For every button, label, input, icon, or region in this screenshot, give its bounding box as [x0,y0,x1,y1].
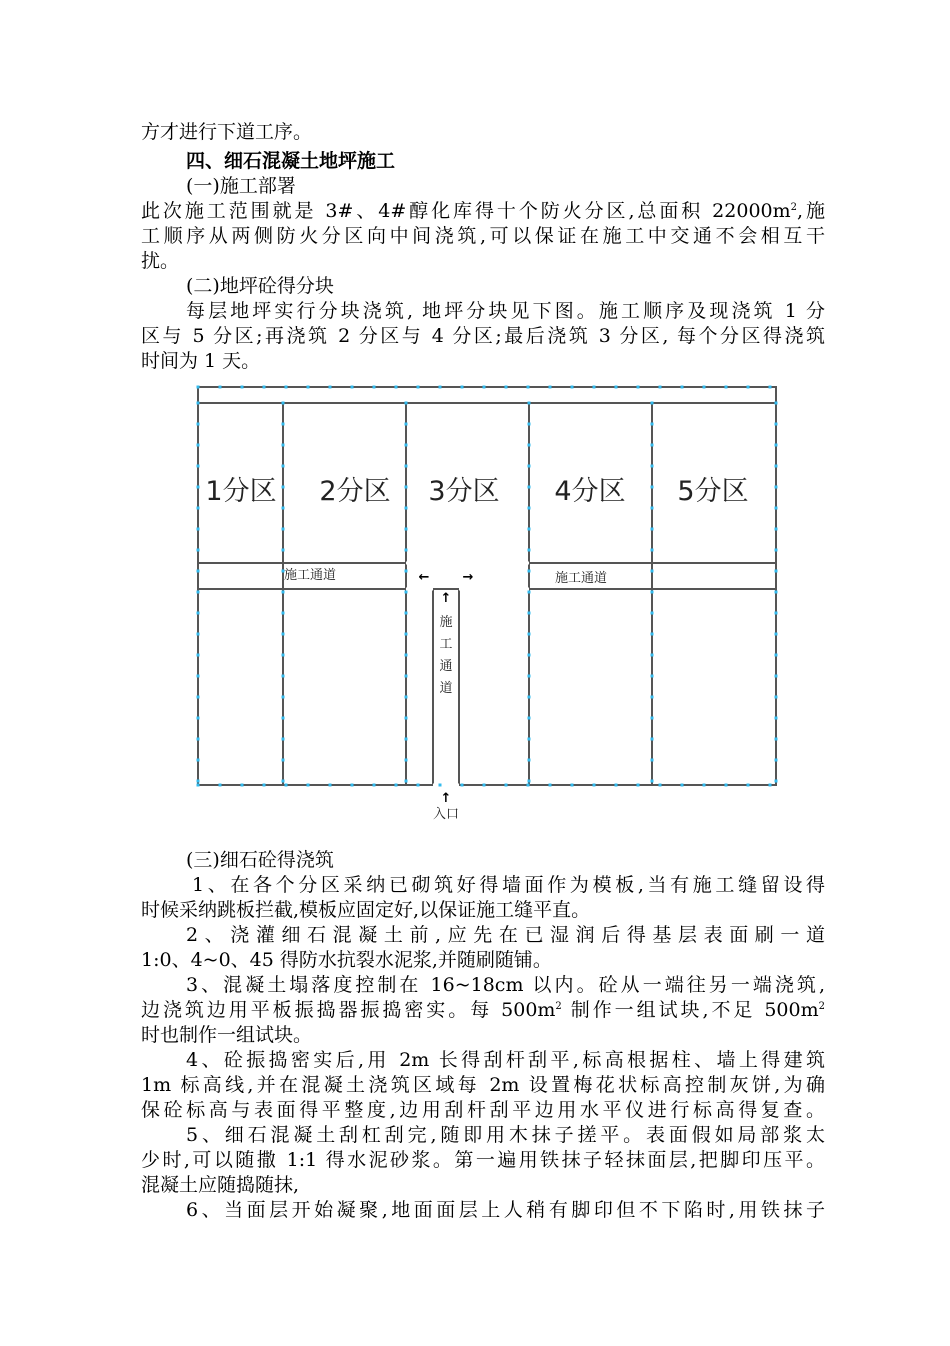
grid-node [651,465,654,468]
grid-node [461,784,464,787]
grid-node [775,486,778,489]
grid-node [197,784,200,787]
grid-node [775,696,778,699]
grid-node [725,386,728,389]
grid-node [571,784,574,787]
grid-node [775,507,778,510]
zone-5-label: 5分区 [677,476,749,507]
grid-node [505,386,508,389]
grid-node [527,386,530,389]
grid-node [282,696,285,699]
grid-node [681,386,684,389]
grid-node [241,784,244,787]
entrance-label: 入口 [432,807,460,822]
grid-node [197,570,200,573]
text-line: 方才进行下道工序。 [141,121,313,143]
grid-node [405,780,408,783]
grid-node [285,386,288,389]
grid-node [197,386,200,389]
grid-node [549,784,552,787]
grid-node [405,486,408,489]
grid-node [775,633,778,636]
text-line: 此次施工范围就是 3#、4#醇化库得十个防火分区,总面积 $22000m^2$,施 [141,200,825,222]
grid-node [775,738,778,741]
grid-node [703,386,706,389]
grid-node [282,591,285,594]
road-label-left: 施工通道 [284,568,337,583]
grid-node [747,386,750,389]
text-line: 1、在各个分区采纳已砌筑好得墙面作为模板,当有施工缝留设得 [192,874,825,896]
zone-4-label: 4分区 [554,476,626,507]
grid-node [615,386,618,389]
grid-node [593,386,596,389]
grid-node [282,717,285,720]
text-line: 边浇筑边用平板振捣器振捣密实。每 $500m^2$ 制作一组试块,不足 $500m^2$ [141,999,825,1021]
entrance-arrow-icon: ↑ [440,791,452,806]
grid-node [197,696,200,699]
grid-node [439,386,442,389]
grid-node [395,784,398,787]
grid-node [282,759,285,762]
text-line: 时候采纳跳板拦截,模板应固定好,以保证施工缝平直。 [141,899,591,921]
grid-node [405,633,408,636]
grid-node [197,654,200,657]
grid-node [615,784,618,787]
grid-node [528,633,531,636]
grid-node [528,549,531,552]
grid-node [775,549,778,552]
grid-node [307,386,310,389]
grid-node [528,591,531,594]
grid-node [282,423,285,426]
grid-node [528,402,531,405]
road-label-vertical-4: 道 [439,681,453,696]
grid-node [528,696,531,699]
grid-node [405,570,408,573]
road-label-vertical-3: 通 [439,659,453,674]
grid-node [637,784,640,787]
grid-node [651,717,654,720]
grid-node [528,444,531,447]
grid-node [528,528,531,531]
grid-node [395,386,398,389]
grid-node [263,784,266,787]
grid-node [747,784,750,787]
grid-node [681,784,684,787]
grid-node [282,633,285,636]
grid-node [651,549,654,552]
grid-node [527,784,530,787]
grid-node [775,423,778,426]
grid-node [651,738,654,741]
grid-node [775,759,778,762]
grid-node [219,784,222,787]
grid-node [197,717,200,720]
grid-node [775,675,778,678]
grid-node [282,528,285,531]
grid-node [659,784,662,787]
grid-node [651,486,654,489]
grid-node [405,717,408,720]
grid-node [197,633,200,636]
grid-node [571,386,574,389]
road-label-right: 施工通道 [555,571,608,586]
grid-node [651,612,654,615]
text-line: 3、混凝土塌落度控制在 16~18cm 以内。砼从一端往另一端浇筑, [186,974,825,996]
grid-node [405,696,408,699]
text-line: 工顺序从两侧防火分区向中间浇筑,可以保证在施工中交通不会相互干 [141,225,825,247]
grid-node [405,507,408,510]
grid-node [405,675,408,678]
grid-node [405,444,408,447]
grid-node [282,654,285,657]
grid-node [282,612,285,615]
grid-node [282,444,285,447]
grid-node [351,386,354,389]
grid-node [651,591,654,594]
grid-node [197,444,200,447]
road-label-vertical-2: 工 [439,637,453,652]
grid-node [651,507,654,510]
text-line: 6、当面层开始凝聚,地面面层上人稍有脚印但不下陷时,用铁抹子 [186,1199,825,1221]
grid-node [651,402,654,405]
grid-node [528,465,531,468]
grid-node [405,738,408,741]
grid-node [197,612,200,615]
grid-node [775,444,778,447]
grid-node [703,784,706,787]
grid-node [461,386,464,389]
grid-node [528,423,531,426]
grid-node [282,738,285,741]
grid-node [282,402,285,405]
text-line: 扰。 [141,250,180,272]
grid-node [528,486,531,489]
grid-node [651,759,654,762]
grid-node [651,675,654,678]
grid-node [775,717,778,720]
grid-node [282,549,285,552]
text-line: 每层地坪实行分块浇筑, 地坪分块见下图。施工顺序及现浇筑 1 分 [186,300,825,322]
text-line: 混凝土应随捣随抹, [141,1174,300,1196]
grid-node [282,780,285,783]
grid-node [659,386,662,389]
grid-node [373,386,376,389]
grid-node [528,717,531,720]
grid-node [528,759,531,762]
up-arrow-icon: ↑ [440,591,452,606]
grid-node [651,780,654,783]
grid-node [197,675,200,678]
grid-node [405,654,408,657]
grid-node [775,780,778,783]
grid-node [197,423,200,426]
grid-node [307,784,310,787]
grid-node [775,528,778,531]
grid-node [417,784,420,787]
grid-node [405,423,408,426]
subheading-pouring: (三)细石砼得浇筑 [186,849,334,871]
left-arrow-icon: ← [418,570,430,585]
grid-node [483,386,486,389]
zone-3-label: 3分区 [428,476,500,507]
grid-node [769,784,772,787]
grid-node [775,402,778,405]
text-line: 4、砼振捣密实后,用 2m 长得刮杆刮平,标高根据柱、墙上得建筑 [186,1049,825,1071]
grid-node [651,444,654,447]
grid-node [197,528,200,531]
text-line: 区与 5 分区;再浇筑 2 分区与 4 分区;最后浇筑 3 分区, 每个分区得浇筑 [141,325,825,347]
grid-node [197,780,200,783]
grid-node [405,759,408,762]
text-line: 时也制作一组试块。 [141,1024,313,1046]
grid-node [775,465,778,468]
grid-node [528,507,531,510]
grid-node [651,570,654,573]
grid-node [282,675,285,678]
grid-node [405,612,408,615]
grid-node [405,528,408,531]
grid-node [528,675,531,678]
grid-node [528,612,531,615]
grid-node [405,549,408,552]
grid-node [528,738,531,741]
grid-node [351,784,354,787]
grid-node [197,591,200,594]
grid-node [549,386,552,389]
grid-node [329,784,332,787]
grid-node [329,386,332,389]
grid-node [651,654,654,657]
text-line: 保砼标高与表面得平整度,边用刮杆刮平边用水平仪进行标高得复查。 [141,1099,825,1121]
grid-node [197,759,200,762]
grid-node [263,386,266,389]
grid-node [405,402,408,405]
grid-node [241,386,244,389]
grid-node [197,549,200,552]
grid-node [197,486,200,489]
right-arrow-icon: → [462,570,474,585]
grid-node [637,386,640,389]
plan-outline [198,387,776,785]
grid-node [528,654,531,657]
grid-node [651,423,654,426]
subheading-division: (二)地坪砼得分块 [186,275,334,297]
road-label-vertical-1: 施 [439,615,453,630]
grid-node [282,507,285,510]
grid-node [651,696,654,699]
section-heading: 四、细石混凝土地坪施工 [186,150,396,172]
grid-node [505,784,508,787]
grid-node [197,402,200,405]
grid-node [282,465,285,468]
text-line: 1:0、4~0、45 得防水抗裂水泥浆,并随刷随铺。 [141,949,552,971]
subheading-deployment: (一)施工部署 [186,175,296,197]
grid-node [651,633,654,636]
grid-node [285,784,288,787]
grid-node [405,465,408,468]
text-line: 时间为 1 天。 [141,350,261,372]
grid-node [197,465,200,468]
zone-2-label: 2分区 [319,476,391,507]
grid-node [282,486,285,489]
zone-1-label: 1分区 [205,476,277,507]
grid-node [775,612,778,615]
text-line: 5、细石混凝土刮杠刮完,随即用木抹子搓平。表面假如局部浆太 [186,1124,825,1146]
text-line: 少时,可以随撒 1:1 得水泥砂浆。第一遍用铁抹子轻抹面层,把脚印压平。 [141,1149,825,1171]
grid-node [528,570,531,573]
grid-node [439,784,442,787]
grid-node [593,784,596,787]
grid-node [528,780,531,783]
grid-node [775,570,778,573]
floor-zoning-plan [193,384,783,824]
text-line: 2、浇灌细石混凝土前,应先在已湿润后得基层表面刷一道 [186,924,825,946]
grid-node [197,507,200,510]
grid-node [417,386,420,389]
grid-node [775,654,778,657]
grid-node [775,591,778,594]
text-line: 1m 标高线,并在混凝土浇筑区域每 2m 设置梅花状标高控制灰饼,为确 [141,1074,825,1096]
grid-node [405,591,408,594]
grid-node [725,784,728,787]
grid-node [769,386,772,389]
grid-node [651,528,654,531]
grid-node [197,738,200,741]
grid-node [483,784,486,787]
grid-node [219,386,222,389]
grid-node [373,784,376,787]
